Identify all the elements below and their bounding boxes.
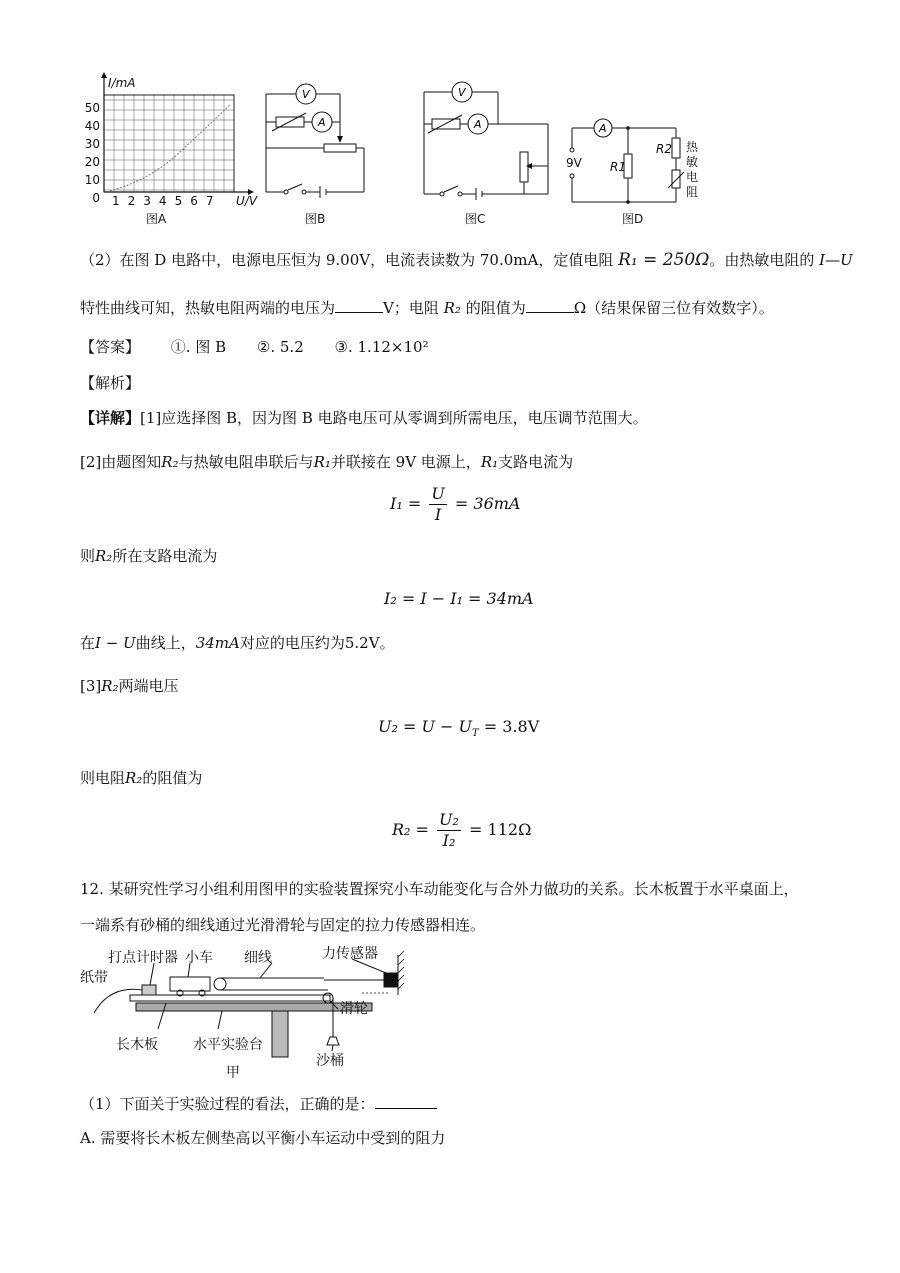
detail-p2: [2]由题图知R₂与热敏电阻串联后与R₁并联接在 9V 电源上，R₁支路电流为 [80, 453, 574, 471]
r1-equation: R₁ = 250Ω [618, 250, 710, 270]
svg-text:V: V [458, 86, 466, 99]
equation-u2: $U_2 = U - U_T = 3.8V$ [378, 717, 540, 740]
answer-label: 【答案】 [80, 338, 141, 356]
y-tick: 0 [92, 191, 100, 205]
x-tick: 5 [174, 194, 183, 208]
answer-blank [526, 298, 574, 313]
x-tick: 2 [127, 194, 136, 208]
detail-p3: 则R₂所在支路电流为 [80, 547, 218, 565]
y-tick: 50 [84, 101, 100, 115]
svg-text:V: V [302, 88, 310, 101]
label-cart: 小车 [185, 950, 213, 966]
label-sensor: 力传感器 [322, 946, 378, 962]
q2-line-1: （2）在图 D 电路中，电源电压恒为 9.00V，电流表读数为 70.0mA，定值电阻 R₁ = 250Ω。由热敏电阻的 I—U [80, 250, 853, 270]
figure-a-caption: 图A [146, 212, 167, 226]
q12-line-1: 12. 某研究性学习小组利用图甲的实验装置探究小车动能变化与合外力做功的关系。长木板置于水平桌面上， [80, 880, 799, 898]
x-tick: 3 [143, 194, 151, 208]
y-tick: 20 [84, 155, 100, 169]
label-board: 长木板 [116, 1037, 158, 1053]
detail-p6: 则电阻R₂的阻值为 [80, 769, 203, 787]
answer-blank [335, 298, 383, 313]
label-caption: 甲 [226, 1065, 240, 1081]
label-pulley: 滑轮 [340, 1001, 368, 1017]
answer-line [80, 337, 429, 357]
label-bucket: 沙桶 [316, 1053, 344, 1069]
detail-p4: 在I − U曲线上，34mA对应的电压约为5.2V。 [80, 634, 395, 652]
x-tick: 6 [190, 194, 198, 208]
detail-p1: 【详解】[1]应选择图 B，因为图 B 电路电压可从零调到所需电压，电压调节范围大。 [80, 409, 648, 427]
figure-d-r1-label: R1 [610, 160, 626, 174]
figure-d-circuit [566, 114, 686, 206]
figure-d-source-label: 9V [566, 156, 582, 170]
svg-text:A: A [474, 118, 482, 131]
y-tick: 40 [84, 119, 100, 133]
y-tick: 10 [84, 173, 100, 187]
equation-i1: I₁ = $\frac{U}{I}$ = 36mA [390, 484, 521, 524]
q12-line-2: 一端系有砂桶的细线通过光滑滑轮与固定的拉力传感器相连。 [80, 916, 486, 934]
q12-option-a: A. 需要将长木板左侧垫高以平衡小车运动中受到的阻力 [80, 1129, 446, 1147]
label-thread: 细线 [244, 950, 272, 966]
label-table: 水平实验台 [193, 1037, 263, 1053]
svg-text:A: A [599, 122, 607, 135]
label-tape: 纸带 [80, 970, 108, 986]
answer-blank [375, 1094, 437, 1109]
equation-i2: I₂ = I − I₁ = 34mA [384, 589, 534, 608]
iu-label: I—U [819, 251, 853, 269]
figure-a-x-ticks [112, 194, 213, 208]
label-timer: 打点计时器 [108, 950, 178, 966]
svg-text:A: A [318, 116, 326, 129]
figure-a-y-ticks [84, 99, 100, 207]
figure-b-caption: 图B [305, 212, 326, 226]
figure-c-caption: 图C [465, 212, 486, 226]
detail-p5: [3]R₂两端电压 [80, 677, 179, 695]
answer-3: ③. 1.12×10² [334, 338, 429, 356]
x-tick: 7 [205, 194, 214, 208]
equation-r2: R₂ = $\frac{\text{U₂}}{\text{I₂}}$ = 112Ω [392, 810, 532, 850]
q2-line-2: 特性曲线可知，热敏电阻两端的电压为 V；电阻 R₂ 的阻值为 Ω（结果保留三位有效数字）。 [80, 299, 774, 317]
answer-2: ②. 5.2 [256, 338, 304, 356]
analysis-label: 【解析】 [80, 374, 141, 392]
q12-sub1: （1）下面关于实验过程的看法，正确的是： [80, 1094, 437, 1114]
figure-c-circuit [420, 78, 550, 204]
detail-label: 【详解】 [80, 409, 141, 427]
y-tick: 30 [84, 137, 100, 151]
x-tick: 4 [158, 194, 167, 208]
figure-b-circuit [262, 78, 372, 204]
figure-d-r2-label: R2 [656, 142, 672, 156]
figure-d-caption: 图D [622, 212, 644, 226]
x-tick: 1 [112, 194, 120, 208]
figure-a-graph [80, 70, 265, 210]
answer-1: ①. 图 B [170, 338, 227, 356]
figure-a-x-label: U/V [236, 194, 258, 208]
figure-d-thermistor-label: 热敏电阻 [686, 140, 699, 199]
figure-a-y-label: I/mA [108, 76, 136, 90]
